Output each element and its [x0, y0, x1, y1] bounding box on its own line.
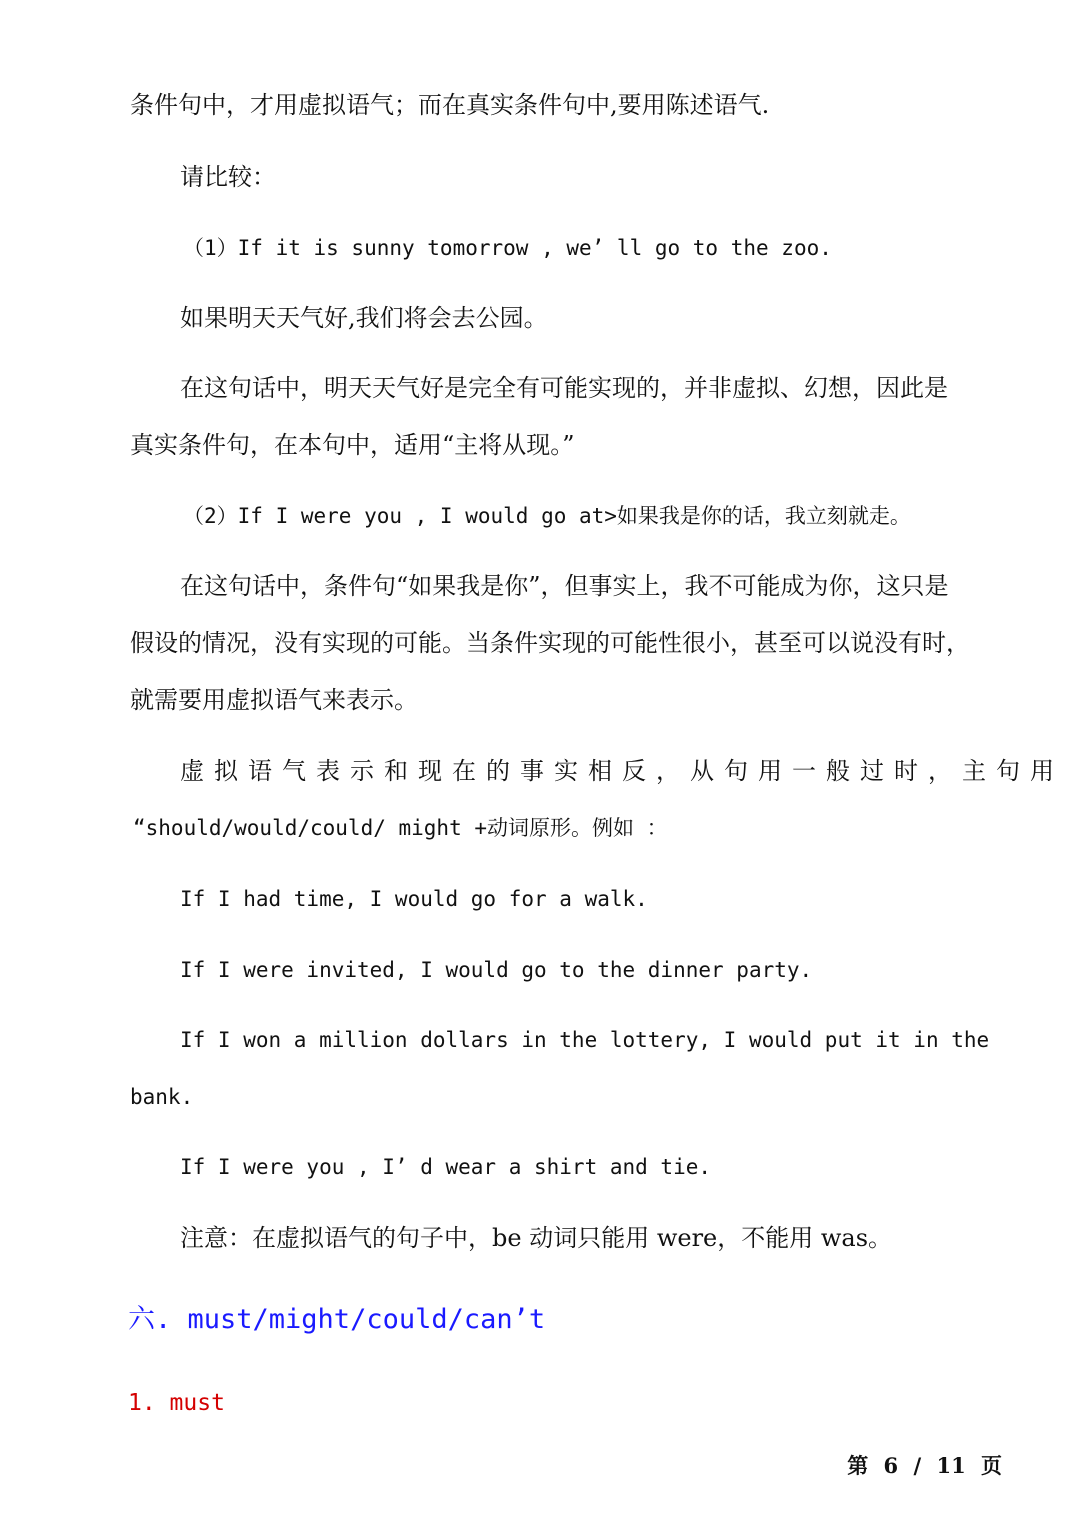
- paragraph-text: 在这句话中，明天天气好是完全有可能实现的，并非虚拟、幻想，因此是: [180, 374, 948, 402]
- paragraph-text: 请比较：: [180, 163, 276, 191]
- note-text: 注意：在虚拟语气的句子中，be 动词只能用 were，不能用 was。: [180, 1224, 893, 1252]
- example-sentence: bank.: [130, 1085, 194, 1109]
- paragraph-text: “should/would/could/ might +动词原形。例如 ：: [133, 816, 668, 840]
- example-sentence: （2）If I were you , I would go at>如果我是你的话，我立刻就走。: [183, 504, 911, 528]
- page-label-suffix: 页: [981, 1453, 1002, 1478]
- paragraph-text: 就需要用虚拟语气来表示。: [130, 686, 418, 714]
- section-heading: 六. must/might/could/can’t: [128, 1304, 546, 1335]
- subsection-heading: 1. must: [128, 1390, 225, 1416]
- page-number-footer: [847, 1450, 1002, 1480]
- example-sentence: If I had time, I would go for a walk.: [180, 887, 648, 911]
- example-sentence: If I were invited, I would go to the dinner party.: [180, 958, 813, 982]
- paragraph-text: 假设的情况，没有实现的可能。当条件实现的可能性很小，甚至可以说没有时，: [130, 629, 970, 657]
- example-sentence: If I won a million dollars in the lottery, I would put it in the: [180, 1028, 990, 1052]
- paragraph-text: 如果明天天气好,我们将会去公园。: [180, 304, 548, 332]
- paragraph-text: 虚拟语气表示和现在的事实相反，从句用一般过时，主句用: [180, 757, 1064, 785]
- current-page-number: 6: [883, 1453, 899, 1478]
- page-separator: /: [913, 1453, 922, 1478]
- paragraph-text: 条件句中，才用虚拟语气；而在真实条件句中,要用陈述语气.: [130, 91, 770, 119]
- paragraph-text: 真实条件句，在本句中，适用“主将从现。”: [130, 431, 575, 459]
- example-sentence: （1）If it is sunny tomorrow , we’ ll go to the zoo.: [183, 236, 832, 260]
- paragraph-text: 在这句话中，条件句“如果我是你”，但事实上，我不可能成为你，这只是: [180, 572, 949, 600]
- example-sentence: If I were you , I’ d wear a shirt and tie.: [180, 1155, 712, 1179]
- page-label-prefix: 第: [847, 1453, 869, 1478]
- total-page-count: 11: [936, 1453, 966, 1478]
